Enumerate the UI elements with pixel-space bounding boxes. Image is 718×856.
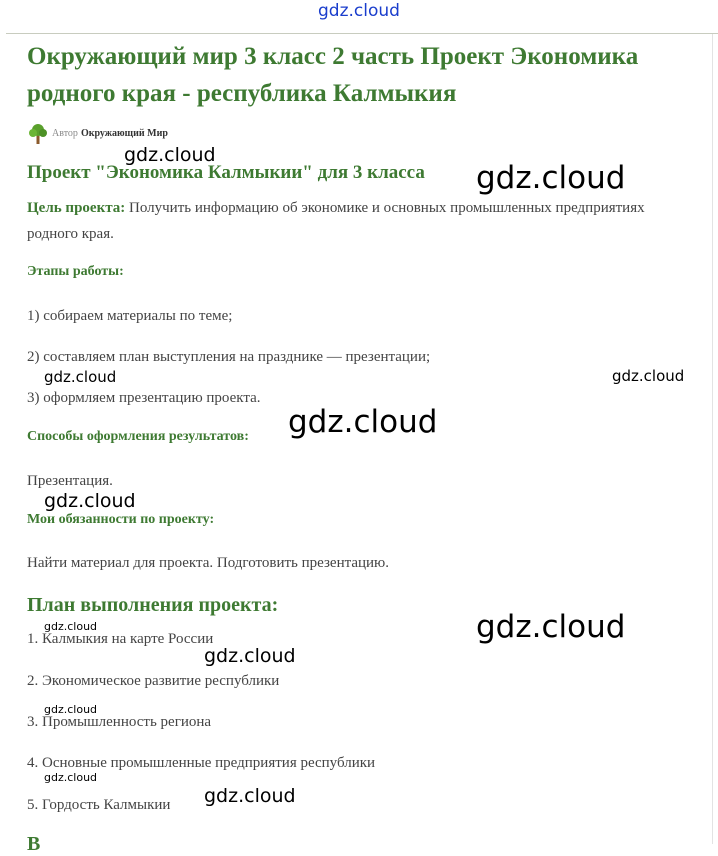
duties-text: Найти материал для проекта. Подготовить презентацию.	[27, 555, 390, 571]
plan-item: 1. Калмыкия на карте России	[27, 631, 214, 647]
stage-item: 3) оформляем презентацию проекта.	[27, 390, 261, 406]
watermark: gdz.cloud	[124, 144, 216, 166]
methods-text: Презентация.	[27, 473, 113, 489]
plan-item: 5. Гордость Калмыкии	[27, 797, 171, 813]
watermark: gdz.cloud	[44, 620, 98, 633]
watermark: gdz.cloud	[44, 490, 136, 512]
watermark: gdz.cloud	[44, 703, 98, 716]
author-name[interactable]: Окружающий Мир	[80, 127, 168, 139]
project-heading: Проект "Экономика Калмыкии" для 3 класса	[27, 162, 425, 183]
next-section-heading: В	[27, 833, 41, 855]
watermark: gdz.cloud	[204, 785, 296, 807]
watermark: gdz.cloud	[612, 367, 685, 385]
watermark: gdz.cloud	[476, 160, 626, 196]
goal-text: Получить информацию об экономике и основных промышленных предприятиях родного края.	[27, 200, 645, 242]
tree-icon	[28, 122, 48, 144]
plan-item: 4. Основные промышленные предприятия республики	[27, 755, 376, 771]
author-byline	[28, 122, 168, 144]
project-goal	[27, 195, 677, 247]
watermark: gdz.cloud	[44, 771, 98, 784]
duties-heading: Мои обязанности по проекту:	[27, 512, 215, 527]
watermark: gdz.cloud	[288, 404, 438, 440]
stage-item: 2) составляем план выступления на празднике — презентации;	[27, 349, 431, 365]
stage-item: 1) собираем материалы по теме;	[27, 308, 233, 324]
site-logo[interactable]: gdz.cloud	[318, 1, 400, 21]
page-title: Окружающий мир 3 класс 2 часть Проект Экономика родного края - республика Калмыкия	[27, 43, 639, 107]
stages-heading: Этапы работы:	[27, 264, 124, 279]
goal-label: Цель проекта:	[27, 200, 126, 216]
plan-item: 3. Промышленность региона	[27, 714, 212, 730]
plan-heading: План выполнения проекта:	[27, 594, 279, 616]
plan-item: 2. Экономическое развитие республики	[27, 673, 280, 689]
watermark: gdz.cloud	[204, 645, 296, 667]
watermark: gdz.cloud	[44, 368, 117, 386]
header-divider	[6, 33, 718, 34]
author-label: Автор	[52, 127, 78, 139]
methods-heading: Способы оформления результатов:	[27, 429, 249, 444]
sidebar-divider	[712, 34, 713, 844]
watermark: gdz.cloud	[476, 609, 626, 645]
